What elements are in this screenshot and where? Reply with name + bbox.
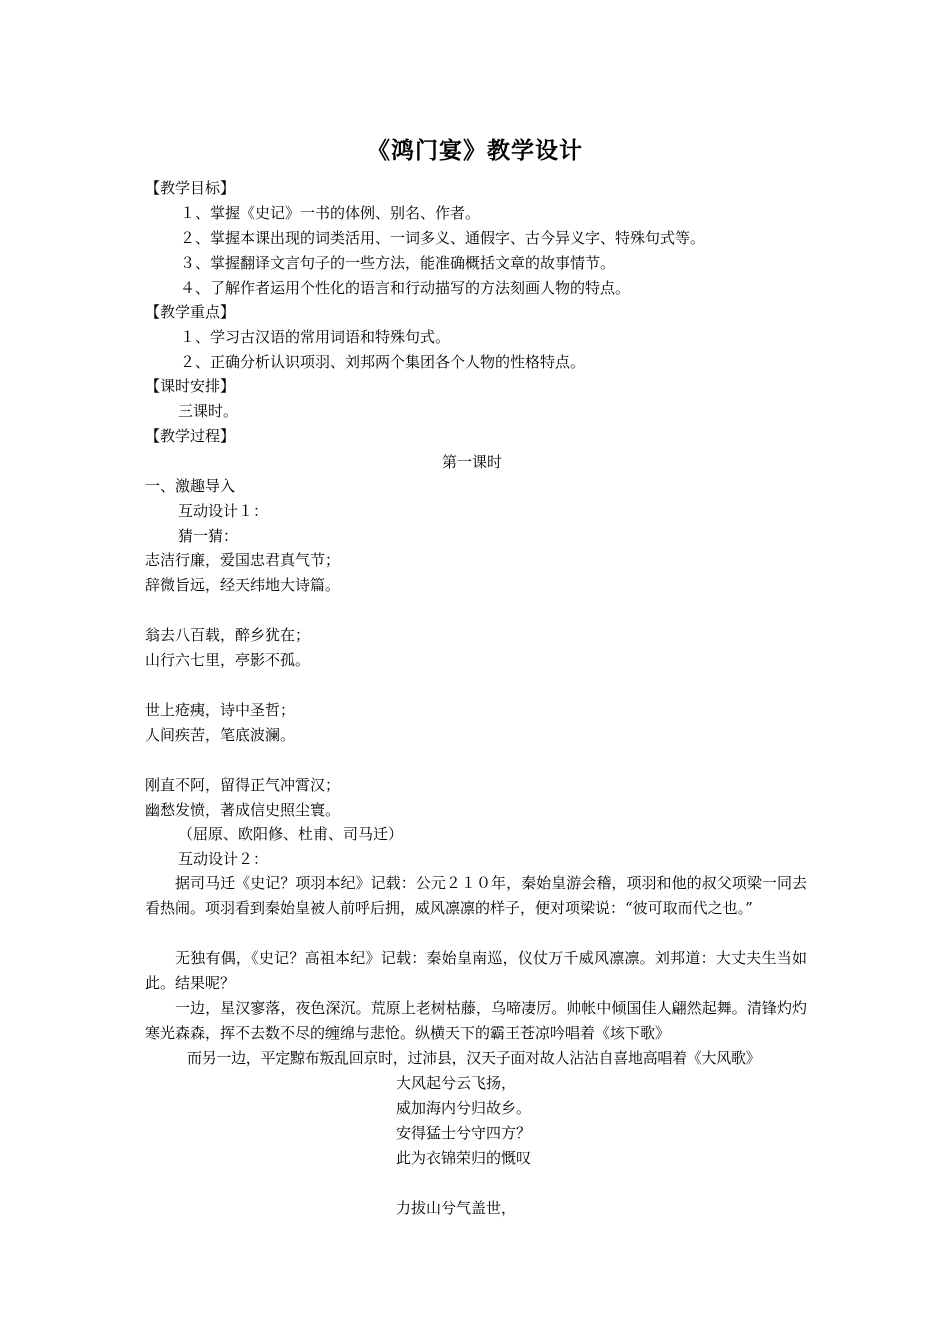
riddle-line: 山行六七里，亭影不孤。 [145, 651, 311, 669]
schedule-heading: 【课时安排】 [145, 377, 236, 395]
body-paragraph: 据司马迁《史记？项羽本纪》记载：公元２１０年，秦始皇游会稽，项羽和他的叔父项梁一同去看热闹。项羽看到秦始皇被人前呼后拥，威风凛凛的样子，便对项梁说：“彼可取而代之也。” [145, 874, 807, 917]
poem-line: 力拔山兮气盖世， [396, 1199, 517, 1217]
page-title: 《鸿门宴》教学设计 [367, 137, 583, 164]
body-paragraph: 而另一边，平定黥布叛乱回京时，过沛县，汉天子面对故人沾沾自喜地高唱着《大风歌》 [187, 1049, 761, 1067]
poem-line: 威加海内兮归故乡。 [396, 1099, 532, 1117]
body-paragraph: 无独有偶，《史记？高祖本纪》记载：秦始皇南巡，仪仗万千威风凛凛。刘邦道：大丈夫生当如此。结果呢？ [145, 949, 807, 992]
schedule-text: 三课时。 [178, 402, 239, 420]
goal-item: ４、了解作者运用个性化的语言和行动描写的方法刻画人物的特点。 [180, 279, 631, 297]
focus-item: ２、正确分析认识项羽、刘邦两个集团各个人物的性格特点。 [180, 353, 586, 371]
interaction-label: 互动设计２： [178, 850, 269, 868]
riddle-line: 辞微旨远，经天纬地大诗篇。 [145, 576, 341, 594]
interaction-label: 互动设计１： [178, 502, 269, 520]
body-paragraph: 一边，星汉寥落，夜色深沉。荒原上老树枯藤，乌啼凄厉。帅帐中倾国佳人翩然起舞。清锋灼灼寒光森森，挥不去数不尽的缠绵与悲怆。纵横天下的霸王苍凉吟唱着《垓下歌》 [145, 999, 807, 1042]
guess-label: 猜一猜： [178, 527, 239, 545]
focus-heading: 【教学重点】 [145, 303, 236, 321]
riddle-line: 志洁行廉，爱国忠君真气节； [145, 551, 341, 569]
lesson-title: 第一课时 [442, 453, 503, 471]
poem-line: 安得猛士兮守四方？ [396, 1124, 532, 1142]
riddle-line: 世上疮痍，诗中圣哲； [145, 701, 296, 719]
riddle-line: 人间疾苦，笔底波澜。 [145, 726, 296, 744]
poem-line: 大风起兮云飞扬， [396, 1074, 517, 1092]
riddle-line: 翁去八百载，醉乡犹在； [145, 626, 311, 644]
riddle-line: 刚直不阿，留得正气冲霄汉； [145, 776, 341, 794]
process-heading: 【教学过程】 [145, 427, 236, 445]
goals-heading: 【教学目标】 [145, 179, 236, 197]
focus-item: １、学习古汉语的常用词语和特殊句式。 [180, 328, 451, 346]
goal-item: １、掌握《史记》一书的体例、别名、作者。 [180, 204, 481, 222]
riddle-line: 幽愁发愤，著成信史照尘寰。 [145, 801, 341, 819]
poem-line: 此为衣锦荣归的慨叹 [396, 1149, 532, 1167]
riddle-answer: （屈原、欧阳修、杜甫、司马迁） [178, 825, 404, 843]
section-heading: 一、激趣导入 [145, 477, 236, 495]
goal-item: ２、掌握本课出现的词类活用、一词多义、通假字、古今异义字、特殊句式等。 [180, 229, 706, 247]
goal-item: ３、掌握翻译文言句子的一些方法，能准确概括文章的故事情节。 [180, 254, 616, 272]
